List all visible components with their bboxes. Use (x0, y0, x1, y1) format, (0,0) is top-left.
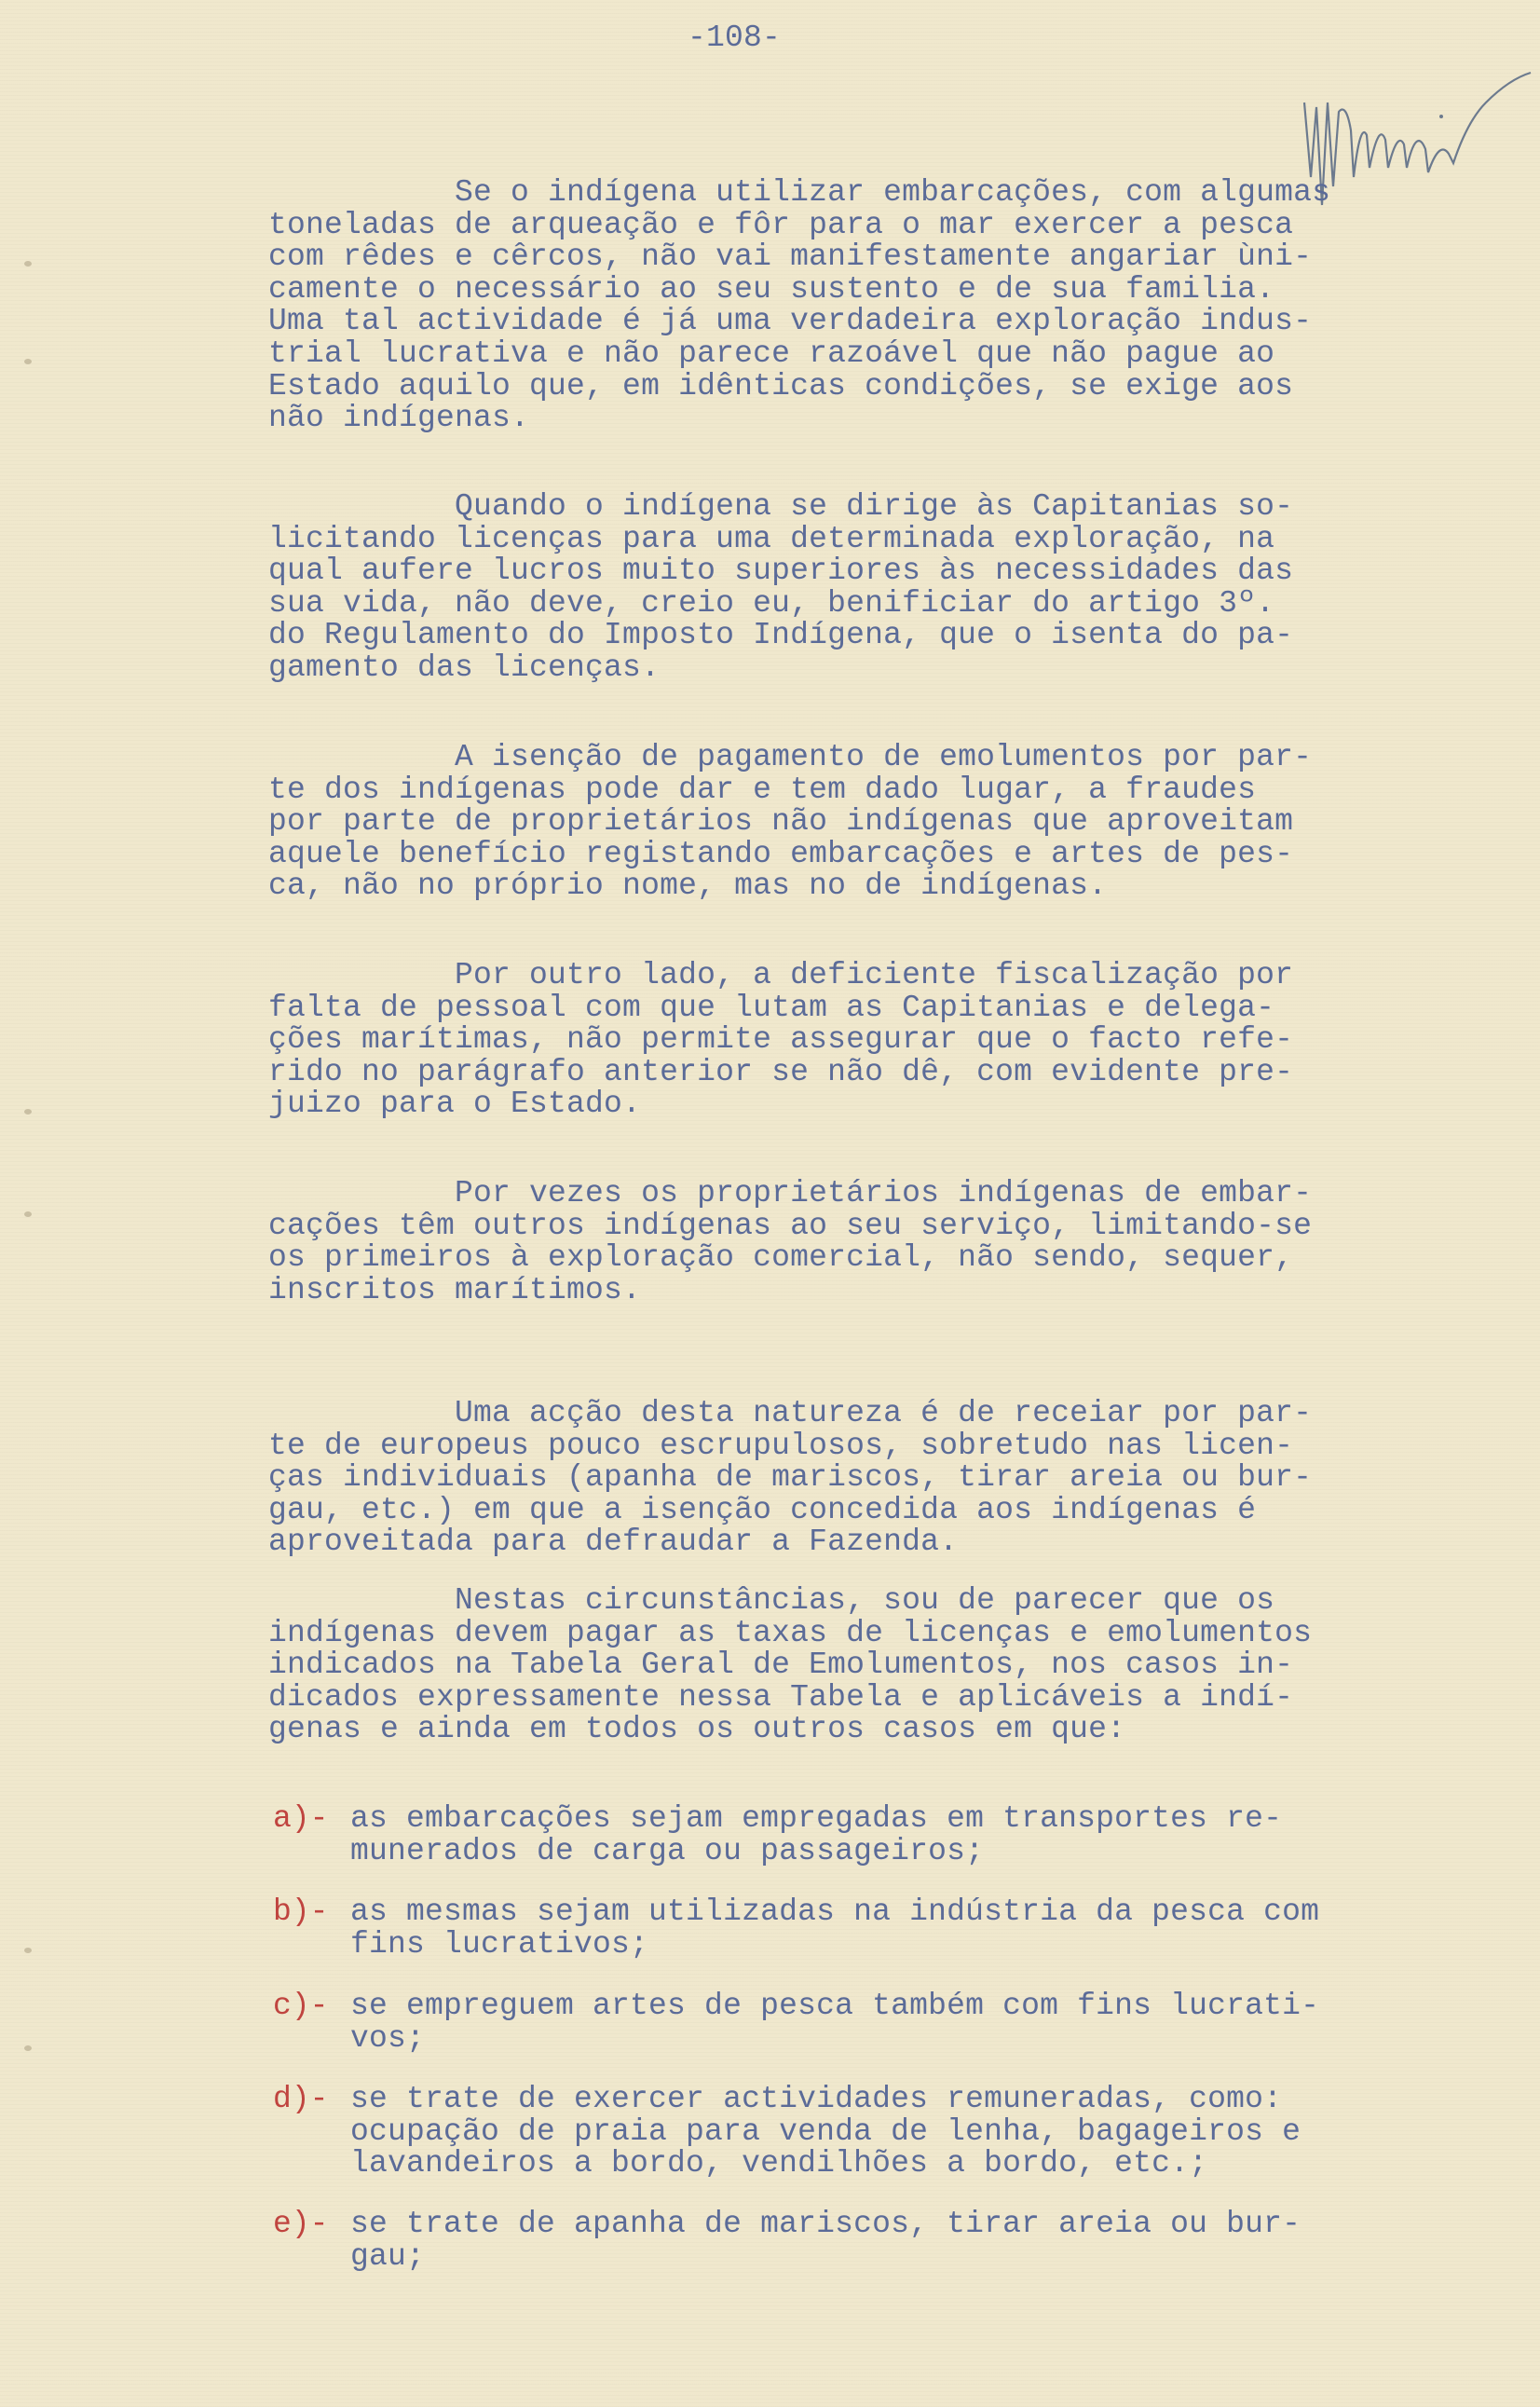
text-line: ca, não no próprio nome, mas no de indígenas. (268, 868, 1108, 904)
text-line: genas e ainda em todos os outros casos em que: (268, 1712, 1126, 1747)
text-line: gau; (350, 2238, 426, 2274)
text-line: camente o necessário ao seu sustento e de sua familia. (268, 271, 1275, 307)
text-line: vos; (350, 2020, 426, 2056)
text-line: as mesmas sejam utilizadas na indústria da pesca com (350, 1894, 1320, 1929)
text-line: Estado aquilo que, em idênticas condições, se exige aos (268, 368, 1294, 403)
text-line: se empreguem artes de pesca também com fins lucrati- (350, 1989, 1320, 2023)
text-line: A isenção de pagamento de emolumentos por par- (268, 740, 1313, 774)
paragraph (268, 177, 1330, 435)
text-line: licitando licenças para uma determinada exploração, na (268, 521, 1275, 556)
list-item-label: a)- (273, 1801, 329, 1836)
text-line: ocupação de praia para venda de lenha, bagageiros e (350, 2113, 1302, 2149)
text-line: indígenas devem pagar as taxas de licenças e emolumentos (268, 1615, 1313, 1650)
paragraph (268, 1178, 1312, 1306)
paragraph (268, 1585, 1312, 1746)
text-line: gau, etc.) em que a isenção concedida aos indígenas é (268, 1492, 1257, 1527)
text-line: falta de pessoal com que lutam as Capitanias e delega- (268, 990, 1275, 1025)
text-line: fins lucrativos; (350, 1926, 649, 1962)
text-line: se trate de exercer actividades remuneradas, como: (350, 2082, 1283, 2116)
paragraph (268, 1398, 1312, 1559)
text-line: trial lucrativa e não parece razoável que não pague ao (268, 335, 1275, 371)
punch-mark (24, 261, 32, 267)
text-line: ças individuais (apanha de mariscos, tirar areia ou bur- (268, 1460, 1313, 1496)
text-line: munerados de carga ou passageiros; (350, 1833, 985, 1868)
text-line: aquele benefício registando embarcações e artes de pes- (268, 836, 1294, 871)
text-line: Uma tal actividade é já uma verdadeira exploração indus- (268, 304, 1313, 339)
text-line: Se o indígena utilizar embarcações, com algumas (268, 175, 1331, 210)
page-number: -108- (688, 21, 782, 55)
text-line: inscritos marítimos. (268, 1272, 642, 1307)
text-line: Quando o indígena se dirige às Capitanias so- (268, 489, 1294, 524)
list-item (350, 2209, 1301, 2273)
paragraph (268, 960, 1293, 1121)
paragraph (268, 742, 1312, 903)
list-item-label: b)- (273, 1894, 329, 1929)
list-item (350, 1896, 1319, 1961)
list-item-label: e)- (273, 2207, 329, 2241)
text-line: Por outro lado, a deficiente fiscalização por (268, 958, 1294, 992)
text-line: sua vida, não deve, creio eu, benificiar do artigo 3º. (268, 585, 1275, 621)
text-line: Por vezes os proprietários indígenas de embar- (268, 1176, 1313, 1210)
text-line: juizo para o Estado. (268, 1087, 642, 1122)
paragraph (268, 491, 1293, 685)
text-line: se trate de apanha de mariscos, tirar areia ou bur- (350, 2207, 1302, 2241)
text-line: não indígenas. (268, 401, 530, 436)
list-item (350, 1990, 1319, 2055)
text-line: Nestas circunstâncias, sou de parecer que os (268, 1583, 1275, 1618)
punch-mark (24, 1948, 32, 1953)
text-line: rido no parágrafo anterior se não dê, com evidente pre- (268, 1054, 1294, 1089)
text-line: as embarcações sejam empregadas em transportes re- (350, 1801, 1283, 1836)
text-line: por parte de proprietários não indígenas que aproveitam (268, 804, 1294, 840)
text-line: dicados expressamente nessa Tabela e aplicáveis a indí- (268, 1679, 1294, 1715)
text-line: com rêdes e cêrcos, não vai manifestamente angariar ùni- (268, 239, 1313, 275)
text-line: aproveitada para defraudar a Fazenda. (268, 1525, 959, 1560)
text-line: ções marítimas, não permite assegurar que o facto refe- (268, 1022, 1294, 1058)
text-line: cações têm outros indígenas ao seu serviço, limitando-se (268, 1208, 1313, 1243)
punch-mark (24, 1211, 32, 1217)
text-line: te dos indígenas pode dar e tem dado lugar, a fraudes (268, 772, 1257, 807)
text-line: lavandeiros a bordo, vendilhões a bordo, etc.; (350, 2146, 1208, 2181)
text-line: os primeiros à exploração comercial, não sendo, sequer, (268, 1240, 1294, 1276)
text-line: Uma acção desta natureza é de receiar por par- (268, 1396, 1313, 1430)
text-line: te de europeus pouco escrupulosos, sobretudo nas licen- (268, 1428, 1294, 1463)
list-item (350, 2084, 1301, 2181)
punch-mark (24, 2045, 32, 2051)
list-item (350, 1803, 1282, 1867)
list-item-label: d)- (273, 2082, 329, 2116)
handwritten-signature (1300, 65, 1533, 214)
punch-mark (24, 359, 32, 364)
text-line: indicados na Tabela Geral de Emolumentos, nos casos in- (268, 1648, 1294, 1683)
text-line: qual aufere lucros muito superiores às necessidades das (268, 554, 1294, 589)
list-item-label: c)- (273, 1989, 329, 2023)
punch-mark (24, 1109, 32, 1115)
text-line: toneladas de arqueação e fôr para o mar exercer a pesca (268, 207, 1294, 242)
text-line: do Regulamento do Imposto Indígena, que o isenta do pa- (268, 618, 1294, 653)
text-line: gamento das licenças. (268, 650, 661, 685)
